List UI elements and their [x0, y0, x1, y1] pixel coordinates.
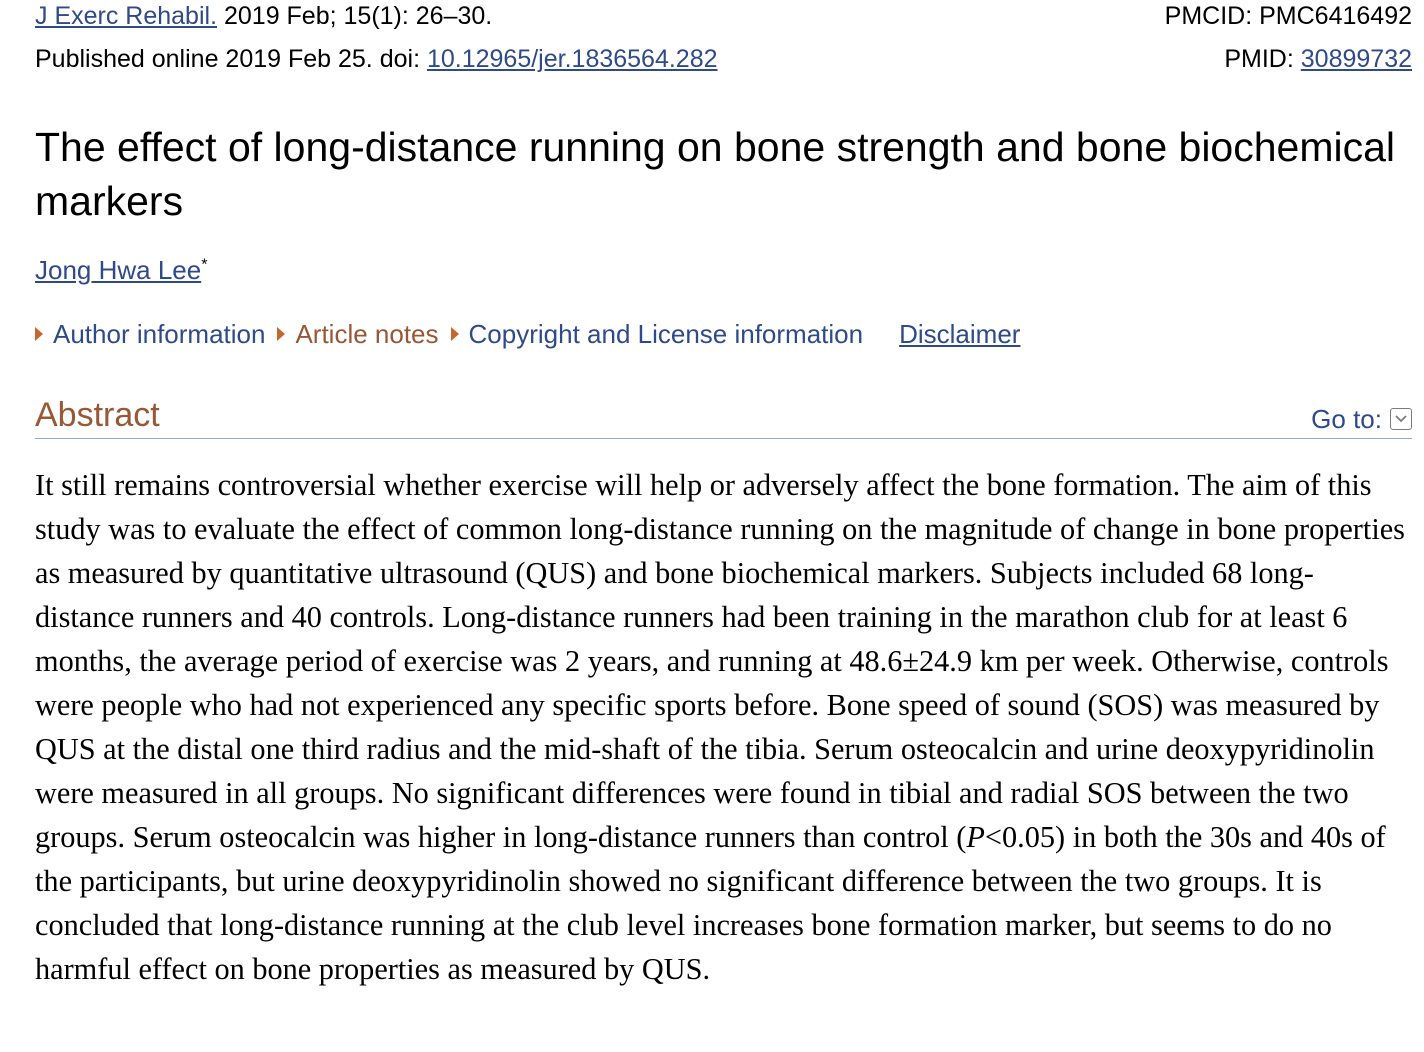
pmid-line	[1165, 43, 1412, 86]
article-title: The effect of long-distance running on bone strength and bone biochemical markers	[35, 124, 1396, 224]
citation-block	[35, 0, 1412, 86]
citation-published-line	[35, 43, 718, 86]
article-notes-bar	[35, 318, 1412, 350]
chevron-down-icon[interactable]	[1390, 408, 1412, 430]
pmcid-text: PMCID: PMC6416492	[1164, 2, 1412, 30]
author-corresponding-mark: *	[201, 256, 208, 274]
expand-triangle-icon	[35, 327, 43, 341]
abstract-text-part2: <0.05) in both the 30s and 40s of the participants, but urine deoxypyridinolin showed no significant difference between the two groups. It is concluded that long-distance running at the club level increases bone formation marker, but seems to do no harmful effect on bone properties as measured by QUS.	[35, 820, 1386, 986]
pmid-link[interactable]: 30899732	[1300, 45, 1412, 73]
author-information-label: Author information	[53, 319, 266, 349]
journal-link[interactable]: J Exerc Rehabil.	[35, 2, 218, 30]
pmid-prefix: PMID:	[1224, 45, 1301, 73]
goto-label: Go to:	[1311, 404, 1382, 434]
copyright-label: Copyright and License information	[468, 319, 864, 349]
abstract-italic-p: P	[966, 820, 985, 854]
published-online-text: Published online 2019 Feb 25. doi:	[35, 45, 427, 73]
abstract-text	[35, 463, 1411, 991]
citation-right	[1165, 0, 1412, 86]
expand-triangle-icon	[277, 327, 285, 341]
author-list	[35, 254, 1412, 286]
abstract-section-header	[35, 394, 1412, 439]
author-link[interactable]: Jong Hwa Lee	[35, 255, 202, 285]
author-information-toggle[interactable]	[35, 318, 265, 350]
article-notes-toggle[interactable]	[277, 318, 438, 350]
doi-link[interactable]: 10.12965/jer.1836564.282	[426, 45, 718, 73]
expand-triangle-icon	[451, 327, 459, 341]
article-notes-label: Article notes	[295, 319, 439, 349]
disclaimer-link[interactable]: Disclaimer	[899, 319, 1021, 349]
citation-left	[35, 0, 718, 86]
citation-journal-line	[35, 0, 718, 43]
goto-menu[interactable]	[1311, 402, 1412, 436]
copyright-toggle[interactable]	[451, 318, 864, 350]
journal-issue-info: 2019 Feb; 15(1): 26–30.	[217, 2, 493, 30]
abstract-heading: Abstract	[35, 396, 160, 434]
abstract-text-part1: It still remains controversial whether exercise will help or adversely affect the bone formation. The aim of this study was to evaluate the effect of common long-distance running on the magnitude of change in bone properties as measured by quantitative ultrasound (QUS) and bone biochemical markers. Subjects included 68 long-distance runners and 40 controls. Long-distance runners had been training in the marathon club for at least 6 months, the average period of exercise was 2 years, and running at 48.6±24.9 km per week. Otherwise, controls were people who had not experienced any specific sports before. Bone speed of sound (SOS) was measured by QUS at the distal one third radius and the mid-shaft of the tibia. Serum osteocalcin and urine deoxypyridinolin were measured in all groups. No significant differences were found in tibial and radial SOS between the two groups. Serum osteocalcin was higher in long-distance runners than control (	[35, 468, 1405, 854]
